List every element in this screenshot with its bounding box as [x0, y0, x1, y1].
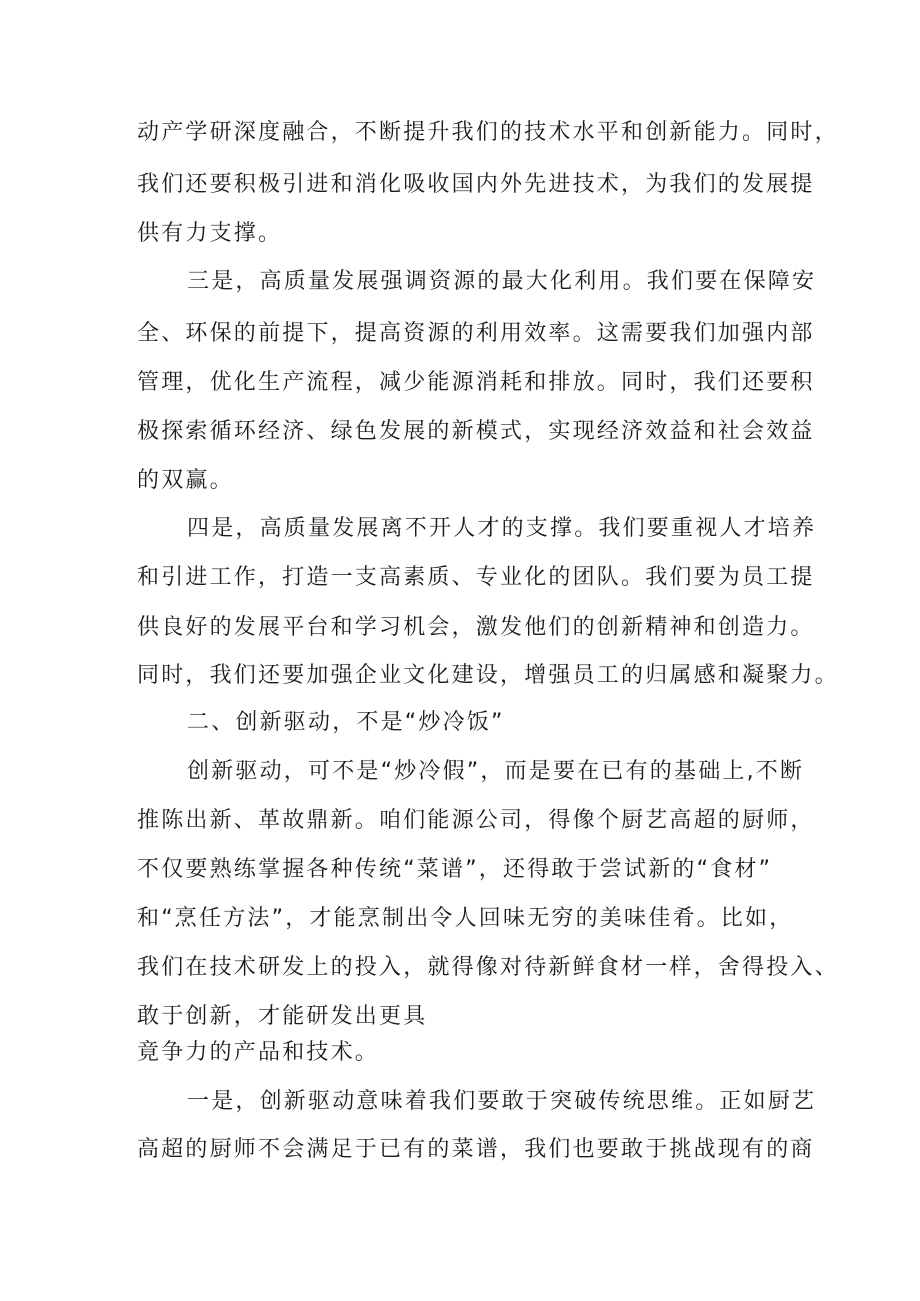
text-line-1: 动产学研深度融合，不断提升我们的技术水平和创新能力。同时， [137, 120, 839, 145]
text-line-11: 供良好的发展平台和学习机会，激发他们的创新精神和创造力。 [137, 615, 815, 640]
section-heading: 二、创新驱动，不是“炒冷饭” [187, 710, 505, 735]
text-line-19: 敢于创新，才能研发出更具 [137, 1004, 428, 1029]
text-line-2: 我们还要积极引进和消化吸收国内外先进技术，为我们的发展提 [137, 172, 815, 197]
text-line-22: 高超的厨师不会满足于已有的菜谱，我们也要敢于挑战现有的商 [137, 1137, 815, 1162]
paragraph-three-start: 三是，高质量发展强调资源的最大化利用。我们要在保障安 [187, 269, 817, 294]
text-line-17: 和“烹任方法”，才能烹制出令人回味无穷的美味佳肴。比如， [137, 906, 794, 931]
text-line-10: 和引进工作，打造一支高素质、专业化的团队。我们要为员工提 [137, 565, 815, 590]
text-line-12: 同时，我们还要加强企业文化建设，增强员工的归属感和凝聚力。 [137, 663, 839, 688]
paragraph-one-start: 一是，创新驱动意味着我们要敢于突破传统思维。正如厨艺 [187, 1089, 817, 1114]
innovation-paragraph-start: 创新驱动，可不是“炒冷假”，而是要在已有的基础上,不断 [187, 759, 805, 784]
text-line-3: 供有力支撑。 [137, 221, 283, 246]
text-line-6: 管理，优化生产流程，减少能源消耗和排放。同时，我们还要积 [137, 370, 815, 395]
text-line-8: 的双赢。 [137, 468, 234, 493]
text-line-15: 推陈出新、革故鼎新。咱们能源公司，得像个厨艺高超的厨师， [137, 808, 815, 833]
text-line-16: 不仅要熟练掌握各种传统“菜谱”，还得敢于尝试新的“食材” [137, 857, 773, 882]
text-line-5: 全、环保的前提下，提高资源的利用效率。这需要我们加强内部 [137, 321, 815, 346]
paragraph-four-start: 四是，高质量发展离不开人才的支撑。我们要重视人才培养 [187, 516, 817, 541]
text-line-18: 我们在技术研发上的投入，就得像对待新鲜食材一样，舍得投入、 [137, 955, 839, 980]
text-line-20: 竟争力的产品和技术。 [137, 1040, 380, 1065]
text-line-7: 极探索循环经济、绿色发展的新模式，实现经济效益和社会效益 [137, 419, 815, 444]
